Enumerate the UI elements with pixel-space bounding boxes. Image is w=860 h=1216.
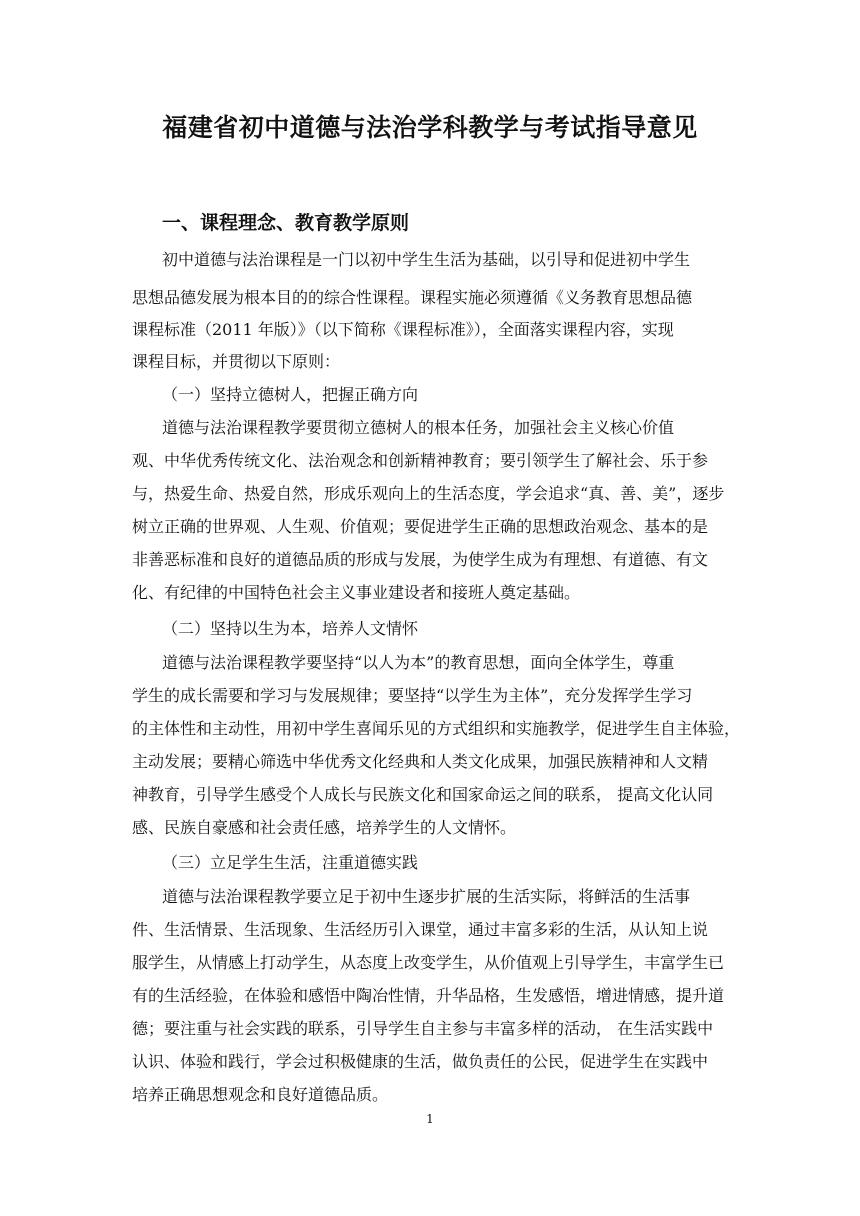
subsection-heading: （二）坚持以生为本，培养人文情怀 (162, 619, 419, 638)
paragraph-line: 观、中华优秀传统文化、法治观念和创新精神教育；要引领学生了解社会、乐于参 (132, 451, 709, 470)
paragraph-line: 课程目标，并贯彻以下原则： (132, 352, 341, 371)
paragraph-line: 服学生，从情感上打动学生，从态度上改变学生，从价值观上引导学生，丰富学生已 (132, 953, 725, 972)
paragraph-line: 有的生活经验，在体验和感悟中陶冶性情，升华品格，生发感悟，增进情感，提升道 (132, 986, 725, 1005)
paragraph-line: 认识、体验和践行，学会过积极健康的生活，做负责任的公民，促进学生在实践中 (132, 1052, 709, 1071)
paragraph-line: 初中道德与法治课程是一门以初中学生生活为基础，以引导和促进初中学生 (162, 250, 691, 269)
paragraph-line: 的主体性和主动性，用初中学生喜闻乐见的方式组织和实施教学，促进学生自主体验， (132, 719, 741, 738)
paragraph-line: 神教育，引导学生感受个人成长与民族文化和国家命运之间的联系， 提高文化认同 (132, 785, 714, 804)
subsection-heading: （一）坚持立德树人，把握正确方向 (162, 385, 419, 404)
paragraph-line: 培养正确思想观念和良好道德品质。 (132, 1085, 389, 1104)
document-title: 福建省初中道德与法治学科教学与考试指导意见 (162, 113, 698, 142)
paragraph-line: 德；要注重与社会实践的联系，引导学生自主参与丰富多样的活动， 在生活实践中 (132, 1019, 714, 1038)
paragraph-line: 化、有纪律的中国特色社会主义事业建设者和接班人奠定基础。 (132, 583, 581, 602)
paragraph-line: 道德与法治课程教学要立足于初中生逐步扩展的生活实际，将鲜活的生活事 (162, 887, 691, 906)
paragraph-line: 道德与法治课程教学要坚持“以人为本”的教育思想，面向全体学生，尊重 (162, 653, 675, 672)
paragraph-line: 非善恶标准和良好的道德品质的形成与发展，为使学生成为有理想、有道德、有文 (132, 550, 709, 569)
section-heading: 一、课程理念、教育教学原则 (162, 212, 410, 234)
paragraph-line: 道德与法治课程教学要贯彻立德树人的根本任务，加强社会主义核心价值 (162, 418, 675, 437)
page-number: 1 (426, 1112, 434, 1126)
paragraph-line: 思想品德发展为根本目的的综合性课程。课程实施必须遵循《义务教育思想品德 (132, 288, 693, 307)
paragraph-line: 主动发展；要精心筛选中华优秀文化经典和人类文化成果，加强民族精神和人文精 (132, 752, 709, 771)
paragraph-line: 与，热爱生命、热爱自然，形成乐观向上的生活态度，学会追求“真、善、美”，逐步 (132, 484, 725, 503)
subsection-heading: （三）立足学生生活，注重道德实践 (162, 853, 419, 872)
paragraph-line: 树立正确的世界观、人生观、价值观；要促进学生正确的思想政治观念、基本的是 (132, 517, 709, 536)
paragraph-line: 件、生活情景、生活现象、生活经历引入课堂，通过丰富多彩的生活，从认知上说 (132, 920, 709, 939)
paragraph-line: 学生的成长需要和学习与发展规律；要坚持“以学生为主体”，充分发挥学生学习 (132, 686, 693, 705)
paragraph-line: 感、民族自豪感和社会责任感，培养学生的人文情怀。 (132, 818, 517, 837)
paragraph-line: 课程标准（2011 年版）》（以下简称《课程标准》），全面落实课程内容，实现 (132, 320, 674, 339)
